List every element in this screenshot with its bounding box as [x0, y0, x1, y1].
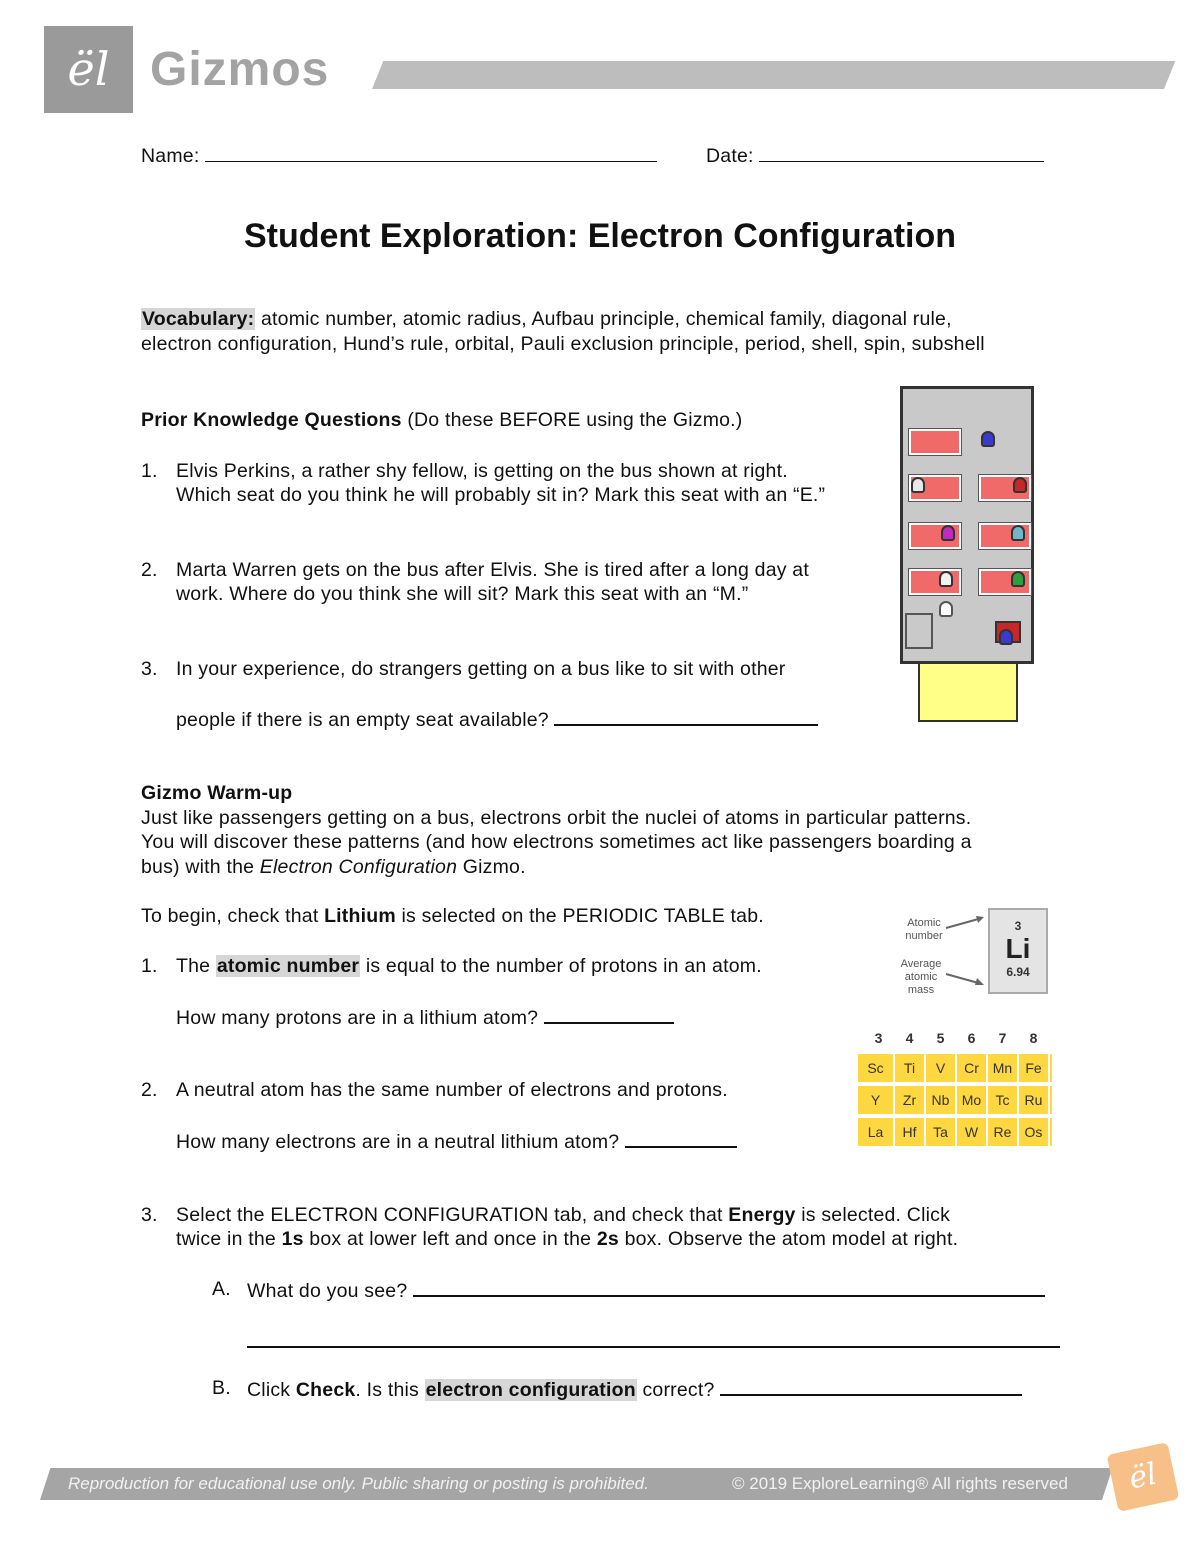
question-a-text: What do you see? — [247, 1280, 408, 1302]
tile-symbol: Li — [1005, 933, 1031, 964]
passenger-icon — [939, 601, 953, 617]
warmup-q2-sub — [176, 1128, 737, 1154]
begin-end: is selected on the PERIODIC TABLE tab. — [395, 905, 764, 927]
qb-mid: . Is this — [355, 1379, 425, 1401]
element-cell[interactable]: V — [926, 1054, 955, 1082]
warmup-p3-start: bus) with the — [141, 856, 260, 878]
bus-door — [905, 613, 933, 649]
element-cell[interactable]: Os — [1019, 1118, 1048, 1146]
mass-caption-2: atomic — [904, 971, 938, 983]
element-cell[interactable]: La — [858, 1118, 893, 1146]
group-number: 4 — [905, 1030, 914, 1046]
date-label: Date: — [706, 145, 754, 167]
prior-q2-line-2: work. Where do you think she will sit? Mark this seat with an “M.” — [176, 583, 749, 605]
question-a — [247, 1277, 1045, 1303]
element-cell[interactable]: W — [957, 1118, 986, 1146]
element-cell[interactable]: Y — [858, 1086, 893, 1114]
question-b — [247, 1376, 1022, 1402]
lithium-tile — [988, 908, 1048, 994]
mass-caption-3: mass — [907, 984, 935, 996]
element-cell[interactable]: Tc — [988, 1086, 1017, 1114]
q3-l1-end: is selected. Click — [795, 1204, 951, 1226]
arrowhead-icon — [976, 916, 984, 923]
element-cell-partial — [1050, 1054, 1052, 1082]
bus-illustration — [900, 386, 1034, 664]
prior-heading-note: (Do these BEFORE using the Gizmo.) — [407, 409, 743, 431]
passenger-icon — [941, 525, 955, 541]
element-cell[interactable]: Ta — [926, 1118, 955, 1146]
element-cell-partial — [1050, 1118, 1052, 1146]
protons-question: How many protons are in a lithium atom? — [176, 1007, 539, 1029]
element-cell[interactable]: Zr — [895, 1086, 924, 1114]
gizmo-name: Electron Configuration — [259, 856, 458, 878]
arrow-atomic-number — [946, 918, 982, 928]
q3-energy: Energy — [728, 1204, 796, 1226]
warmup-q1-sub — [176, 1004, 674, 1030]
prior-q1-number: 1. — [141, 460, 158, 482]
bus-seat[interactable] — [909, 569, 961, 595]
begin-instruction — [141, 904, 764, 928]
begin-start: To begin, check that — [141, 905, 325, 927]
electron-configuration-term: electron configuration — [425, 1379, 636, 1401]
group-number: 3 — [874, 1030, 883, 1046]
vocabulary-label: Vocabulary: — [142, 308, 255, 330]
group-number: 5 — [936, 1030, 945, 1046]
q3-l2-e: box. Observe the atom model at right. — [618, 1228, 959, 1250]
tile-atomic-number: 3 — [1014, 919, 1022, 933]
passenger-icon — [1011, 571, 1025, 587]
warmup-q1-start: The — [176, 955, 216, 977]
driver-icon — [999, 629, 1013, 645]
name-line — [141, 143, 657, 168]
warmup-q1-end: is equal to the number of protons in an atom. — [360, 955, 762, 977]
element-cell[interactable]: Hf — [895, 1118, 924, 1146]
vocabulary-line-1 — [141, 307, 952, 331]
question-b-answer-field[interactable] — [720, 1376, 1022, 1396]
qb-end: correct? — [636, 1379, 715, 1401]
element-cell[interactable]: Cr — [957, 1054, 986, 1082]
warmup-q1-line — [176, 954, 762, 978]
element-cell[interactable]: Re — [988, 1118, 1017, 1146]
name-label: Name: — [141, 145, 200, 167]
question-a-answer-field[interactable] — [413, 1277, 1045, 1297]
bus-front — [918, 662, 1018, 722]
element-cell[interactable]: Ru — [1019, 1086, 1048, 1114]
element-cell[interactable]: Mo — [957, 1086, 986, 1114]
page-title: Student Exploration: Electron Configuration — [243, 217, 957, 255]
warmup-q3-line-2 — [176, 1227, 958, 1251]
footer-copyright: © 2019 ExploreLearning® All rights reserved — [732, 1474, 1068, 1493]
brand-name: Gizmos — [150, 43, 330, 96]
q3-1s: 1s — [281, 1228, 304, 1250]
name-field[interactable] — [205, 143, 657, 162]
group-number: 8 — [1029, 1030, 1038, 1046]
arrowhead-icon — [975, 978, 984, 985]
warmup-heading: Gizmo Warm-up — [141, 782, 293, 804]
question-a-letter: A. — [212, 1278, 231, 1300]
passenger-icon — [1013, 477, 1027, 493]
q3-l1-start: Select the ELECTRON CONFIGURATION tab, and check that — [176, 1204, 729, 1226]
prior-q3-answer-field[interactable] — [554, 706, 818, 726]
q3-l2-c: box at lower left and once in the — [303, 1228, 597, 1250]
date-field[interactable] — [759, 143, 1044, 162]
prior-knowledge-heading — [141, 408, 743, 432]
warmup-paragraph-line-2: You will discover these patterns (and how electrons sometimes act like passengers boarding a — [141, 831, 972, 853]
footer-disclaimer: Reproduction for educational use only. Public sharing or posting is prohibited. — [68, 1474, 649, 1493]
vocabulary-terms-1: atomic number, atomic radius, Aufbau principle, chemical family, diagonal rule, — [261, 308, 952, 330]
tile-arrows — [944, 912, 990, 992]
atomic-number-caption — [900, 917, 948, 943]
mass-caption-1: Average — [900, 958, 942, 970]
warmup-paragraph-line-1: Just like passengers getting on a bus, electrons orbit the nuclei of atoms in particular patterns. — [141, 807, 972, 829]
prior-q3-line-1: In your experience, do strangers getting on a bus like to sit with other — [176, 658, 786, 680]
warmup-p3-end: Gizmo. — [457, 856, 526, 878]
passenger-icon — [981, 431, 995, 447]
group-number: 6 — [967, 1030, 976, 1046]
atomic-caption-2: number — [905, 930, 943, 942]
element-cell[interactable]: Mn — [988, 1054, 1017, 1082]
passenger-icon — [939, 571, 953, 587]
element-cell[interactable]: Fe — [1019, 1054, 1048, 1082]
q3-2s: 2s — [596, 1228, 619, 1250]
passenger-icon — [911, 477, 925, 493]
qb-check: Check — [295, 1379, 356, 1401]
prior-q2-line-1: Marta Warren gets on the bus after Elvis. She is tired after a long day at — [176, 559, 809, 581]
question-a-answer-line-2[interactable] — [247, 1346, 1060, 1348]
prior-q2-number: 2. — [141, 559, 158, 581]
prior-q1-line-2: Which seat do you think he will probably sit in? Mark this seat with an “E.” — [176, 484, 826, 506]
atomic-caption-1: Atomic — [907, 917, 941, 929]
warmup-q1-number: 1. — [141, 955, 158, 977]
prior-q3-number: 3. — [141, 658, 158, 680]
vocabulary-line-2: electron configuration, Hund’s rule, orbital, Pauli exclusion principle, period, shell, spin, subshell — [141, 333, 985, 355]
electrons-answer-field[interactable] — [625, 1128, 737, 1148]
bus-seat[interactable] — [909, 429, 961, 455]
element-cell-partial — [1050, 1086, 1052, 1114]
atomic-number-term: atomic number — [216, 955, 360, 977]
group-number: 7 — [998, 1030, 1007, 1046]
question-b-letter: B. — [212, 1377, 231, 1399]
passenger-icon — [1011, 525, 1025, 541]
begin-element: Lithium — [324, 905, 396, 927]
warmup-q3-line-1 — [176, 1203, 950, 1227]
element-cell[interactable]: Sc — [858, 1054, 893, 1082]
element-cell[interactable]: Nb — [926, 1086, 955, 1114]
footer-logo: ël — [1107, 1442, 1180, 1512]
gizmos-logo: ël — [44, 26, 133, 113]
date-line — [706, 143, 1044, 168]
warmup-q2-line: A neutral atom has the same number of electrons and protons. — [176, 1079, 728, 1101]
electrons-question: How many electrons are in a neutral lithium atom? — [176, 1131, 620, 1153]
prior-heading-text: Prior Knowledge Questions — [141, 409, 402, 431]
prior-q3-line-2 — [176, 706, 818, 732]
warmup-paragraph-line-3 — [141, 855, 526, 879]
element-cell[interactable]: Ti — [895, 1054, 924, 1082]
tile-mass: 6.94 — [1006, 965, 1030, 979]
prior-q3-text: people if there is an empty seat available? — [176, 709, 549, 731]
warmup-q3-number: 3. — [141, 1204, 158, 1226]
mass-caption — [896, 958, 946, 997]
qb-start: Click — [247, 1379, 296, 1401]
q3-l2-a: twice in the — [176, 1228, 282, 1250]
prior-q1-line-1: Elvis Perkins, a rather shy fellow, is getting on the bus shown at right. — [176, 460, 788, 482]
periodic-table-strip — [858, 1030, 1052, 1148]
protons-answer-field[interactable] — [544, 1004, 674, 1024]
header-bar — [372, 61, 1175, 89]
warmup-q2-number: 2. — [141, 1079, 158, 1101]
